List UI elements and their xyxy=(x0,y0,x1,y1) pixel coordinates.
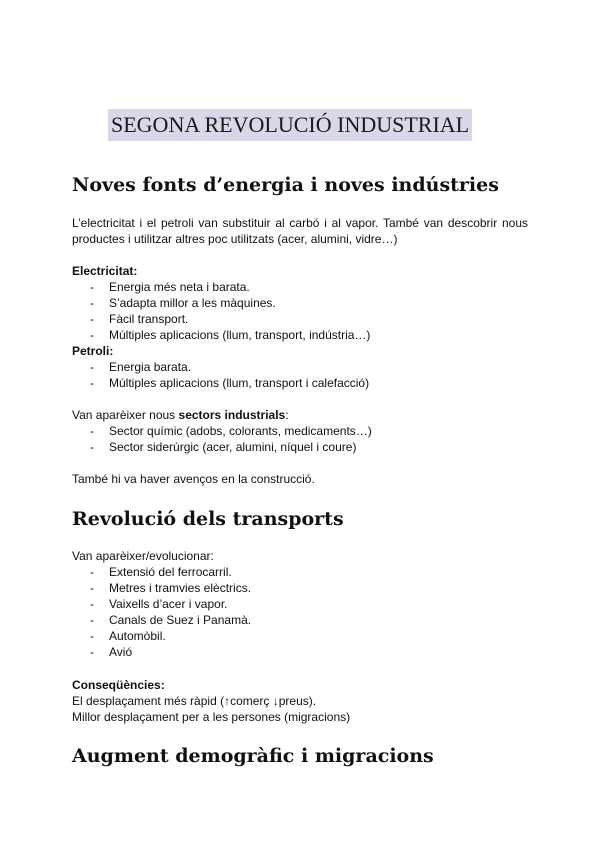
electricity-label: Electricitat: xyxy=(72,264,138,278)
list-item: - Avió xyxy=(90,645,133,659)
sectors-list xyxy=(72,423,372,455)
petroleum-label: Petroli: xyxy=(72,344,114,358)
consequence-line: El desplaçament més ràpid (↑comerç ↓preus). xyxy=(72,694,317,708)
energy-intro-paragraph: L’electricitat i el petroli van substituir al carbó i al vapor. També van descobrir nous productes i utilitzar altres poc utilitzats (acer, alumini, vidre…) xyxy=(72,216,528,246)
section-heading-energy: Noves fonts d’energia i noves indústries xyxy=(72,174,499,196)
list-item: - Energia barata. xyxy=(90,360,192,374)
list-item: - Fàcil transport. xyxy=(90,312,189,326)
dash-marker: - xyxy=(90,629,94,643)
dash-marker: - xyxy=(90,296,94,310)
list-item: - Múltiples aplicacions (llum, transport i calefacció) xyxy=(90,376,370,390)
list-item: - S’adapta millor a les màquines. xyxy=(90,296,276,310)
dash-marker: - xyxy=(90,597,94,611)
dash-marker: - xyxy=(90,280,94,294)
dash-marker: - xyxy=(90,424,94,438)
transport-intro: Van aparèixer/evolucionar: xyxy=(72,549,214,563)
dash-marker: - xyxy=(90,360,94,374)
dash-marker: - xyxy=(90,613,94,627)
section-heading-transport: Revolució dels transports xyxy=(72,508,344,530)
sectors-intro: Van aparèixer nous sectors industrials: xyxy=(72,408,289,422)
list-item: - Canals de Suez i Panamà. xyxy=(90,613,252,627)
dash-marker: - xyxy=(90,312,94,326)
section-heading-demographics: Augment demogràfic i migracions xyxy=(72,745,434,767)
list-item: - Vaixells d’acer i vapor. xyxy=(90,597,228,611)
list-item: - Múltiples aplicacions (llum, transport, indústria…) xyxy=(90,328,371,342)
list-item: - Sector químic (adobs, colorants, medicaments…) xyxy=(90,424,372,438)
document-title: SEGONA REVOLUCIÓ INDUSTRIAL xyxy=(108,109,472,141)
dash-marker: - xyxy=(90,581,94,595)
dash-marker: - xyxy=(90,645,94,659)
list-item: - Metres i tramvies elèctrics. xyxy=(90,581,252,595)
dash-marker: - xyxy=(90,440,94,454)
list-item: - Energia més neta i barata. xyxy=(90,280,250,294)
electricity-list xyxy=(72,279,370,343)
dash-marker: - xyxy=(90,328,94,342)
dash-marker: - xyxy=(90,376,94,390)
consequence-line: Millor desplaçament per a les persones (migracions) xyxy=(72,710,351,724)
list-item: - Sector siderúrgic (acer, alumini, níquel i coure) xyxy=(90,440,357,454)
transport-list xyxy=(72,564,251,660)
list-item: - Automòbil. xyxy=(90,629,166,643)
construction-paragraph: També hi va haver avenços en la construcció. xyxy=(72,472,315,486)
petroleum-list xyxy=(72,359,369,391)
list-item: - Extensió del ferrocarril. xyxy=(90,565,232,579)
dash-marker: - xyxy=(90,565,94,579)
sectors-emphasis: sectors industrials xyxy=(178,408,286,422)
consequences-label: Conseqüències: xyxy=(72,678,165,692)
